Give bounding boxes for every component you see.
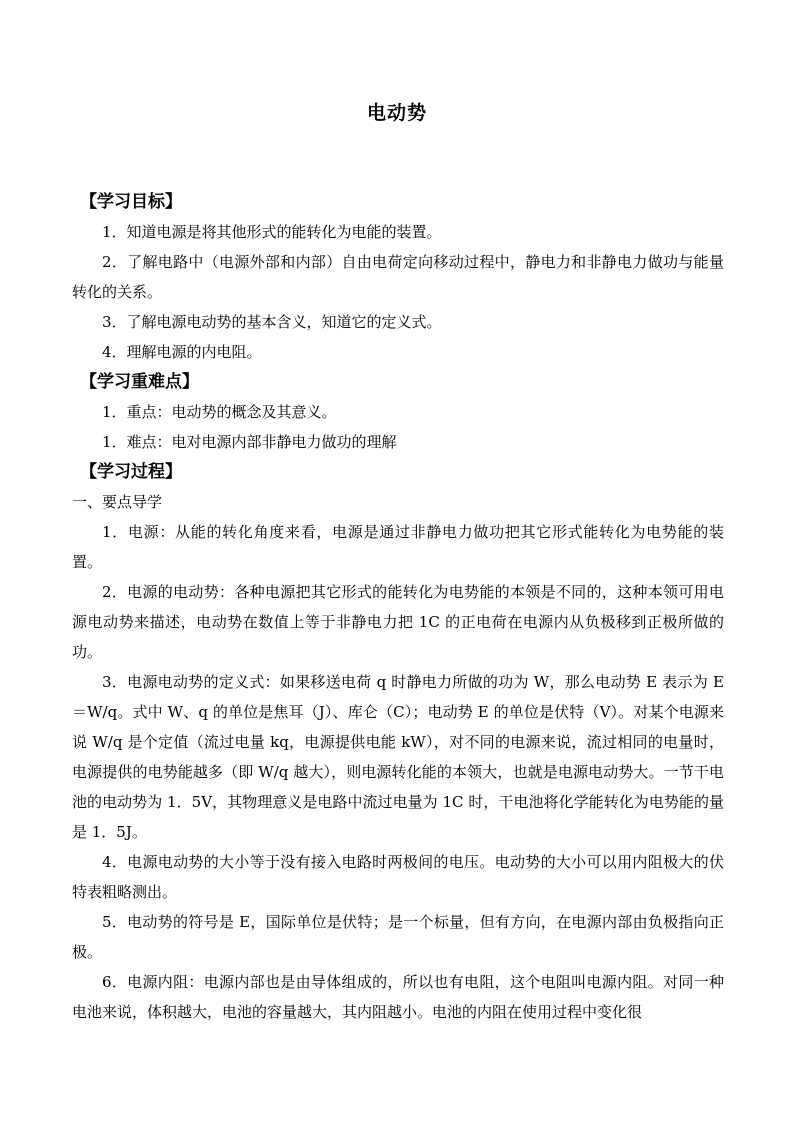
goal-item: 2．了解电路中（电源外部和内部）自由电荷定向移动过程中，静电力和非静电力做功与能量转化的关系。 [72, 253, 724, 301]
process-paragraph: 4．电源电动势的大小等于没有接入电路时两极间的电压。电动势的大小可以用内阻极大的伏特表粗略测出。 [72, 853, 724, 901]
process-paragraph: 3．电源电动势的定义式：如果移送电荷 q 时静电力所做的功为 W，那么电动势 E 表示为 E＝W/q。式中 W、q 的单位是焦耳（J）、库仑（C）；电动势 E 的单位是伏特（V）。对某个电源来说 W/q 是个定值（流过电量 kq，电源提供电能 kW），对不同的电源来说，流过相同的电量时，电源提供的电势能越多（即 W/q 越大），则电源转化能的本领大，也就是电源电动势大。一节干电池的电动势为 1．5V，其物理意义是电路中流过电量为 1C 时，干电池将化学能转化为电势能的量是 1．5J。 [72, 673, 724, 841]
process-paragraph: 2．电源的电动势：各种电源把其它形式的能转化为电势能的本领是不同的，这种本领可用电源电动势来描述，电动势在数值上等于非静电力把 1C 的正电荷在电源内从负极移到正极所做的功。 [72, 583, 724, 661]
process-paragraph: 1．电源：从能的转化角度来看，电源是通过非静电力做功把其它形式能转化为电势能的装置。 [72, 523, 724, 571]
process-paragraph: 5．电动势的符号是 E，国际单位是伏特；是一个标量，但有方向，在电源内部由负极指向正极。 [72, 913, 724, 961]
section-learning-goals [72, 187, 724, 367]
goal-item: 3．了解电源电动势的基本含义，知道它的定义式。 [102, 313, 442, 331]
goal-item: 1．知道电源是将其他形式的能转化为电能的装置。 [102, 223, 442, 241]
document-body [72, 187, 724, 1027]
section-heading: 【学习目标】 [80, 192, 182, 212]
goal-item: 4．理解电源的内电阻。 [102, 343, 262, 361]
section-key-points [72, 367, 724, 457]
section-heading: 【学习过程】 [80, 462, 182, 482]
key-point-item: 1．难点：电对电源内部非静电力做功的理解 [102, 433, 397, 451]
section-learning-process [72, 457, 724, 1027]
subsection-heading: 一、要点导学 [72, 493, 163, 511]
process-paragraph: 6．电源内阻：电源内部也是由导体组成的，所以也有电阻，这个电阻叫电源内阻。对同一种电池来说，体积越大，电池的容量越大，其内阻越小。电池的内阻在使用过程中变化很 [72, 973, 724, 1021]
page-title: 电动势 [366, 102, 427, 124]
section-heading: 【学习重难点】 [80, 372, 199, 392]
key-point-item: 1．重点：电动势的概念及其意义。 [102, 403, 337, 421]
